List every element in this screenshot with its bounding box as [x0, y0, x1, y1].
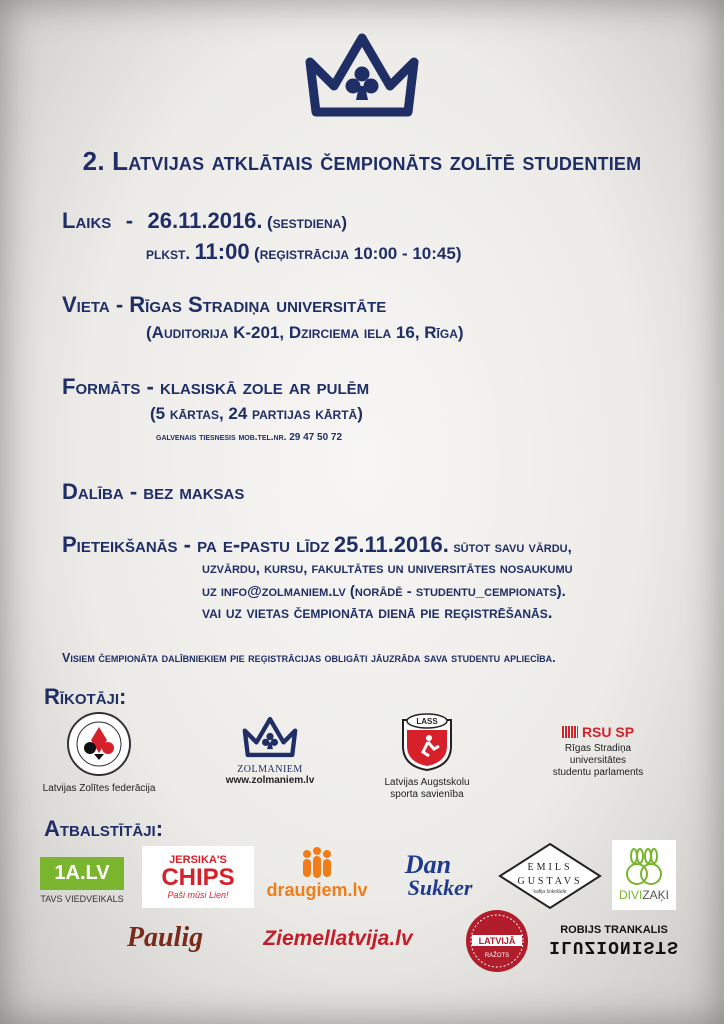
zolmaniem-brand: ZOLMANIEM: [237, 764, 303, 775]
bunnies-icon: [622, 848, 666, 888]
emils-tagline: kafija šokolāde: [533, 889, 567, 895]
formats-label: Formāts - klasiskā zole ar pulēm: [62, 374, 370, 399]
rsusp-caption-3: studentu parlaments: [552, 767, 644, 778]
sponsor-divi-zaki: [612, 840, 676, 910]
zolmaniem-crown-icon: [240, 715, 300, 759]
student-id-notice: Visiem čempionāta dalībniekiem pie reģistrācijas obligāti jāuzrāda sava studentu apliecība.: [62, 651, 556, 665]
latvija-razots-badge-icon: [464, 908, 530, 974]
sponsor-paulig: [110, 918, 220, 958]
formats-detail: (5 kārtas, 24 partijas kārtā): [150, 404, 363, 423]
sponsor-1alv: [40, 852, 124, 908]
pieteiksanas-row: [62, 532, 572, 558]
page-title: 2. Latvijas atklātais čempionāts zolītē studentiem: [82, 146, 642, 176]
plkst-label: plkst.: [146, 244, 191, 263]
ziemellatvija-text: Ziemellatvija.lv: [263, 927, 413, 950]
iluzionists-text: ILUZIONISTS: [549, 936, 679, 956]
pieteiksanas-line2: uzvārdu, kursu, fakultātes un universitātes nosaukumu: [202, 560, 573, 577]
draugiem-text: draugiem.lv: [266, 879, 368, 900]
pieteiksanas-date: 25.11.2016.: [333, 532, 449, 557]
registration-time: (reģistrācija 10:00 - 10:45): [254, 244, 462, 263]
jersikas-chips: CHIPS: [161, 864, 235, 891]
sponsor-ziemellatvija: [250, 920, 426, 958]
rsusp-caption-2: universitātes: [569, 755, 627, 766]
sponsor-iluzionists: [549, 918, 679, 962]
sponsor-1alv-tagline: TAVS VIEDVEIKALS: [40, 893, 124, 904]
rsusp-caption-1: Rīgas Stradiņa: [564, 743, 632, 754]
paulig-text: Paulig: [126, 922, 204, 953]
lzf-caption: Latvijas Zolītes federācija: [42, 783, 156, 794]
start-time: 11:00: [194, 239, 250, 264]
divi-zaki-text: [619, 888, 669, 902]
pieteiksanas-line4: vai uz vietas čempionāta dienā pie reģistrēšanās.: [202, 603, 553, 622]
lzf-emblem-icon: [65, 710, 133, 778]
jersikas-top: JERSIKA'S: [169, 854, 227, 866]
divi-text: DIVI: [618, 888, 643, 902]
zolmaniem-caption: www.zolmaniem.lv: [225, 775, 315, 786]
latvija-text: LATVIJĀ: [478, 936, 516, 946]
sponsor-draugiem: [262, 840, 372, 906]
lass-caption-1: Latvijas Augstskolu: [384, 777, 470, 788]
laiks-label: Laiks: [62, 208, 112, 233]
laiks-row: [62, 208, 347, 234]
sponsor-latvija-razots: [462, 906, 532, 976]
rsu-stripes-icon: [562, 726, 578, 738]
sponsor-jersikas: [142, 846, 254, 908]
pieteiksanas-line3: uz info@zolmaniem.lv (norādē - studentu_cempionats).: [202, 583, 566, 600]
pieteiksanas-line1: sūtot savu vārdu,: [453, 539, 572, 556]
referee-phone: galvenais tiesnesis mob.tel.nr. 29 47 50 72: [156, 432, 343, 443]
organizer-rsusp: [528, 724, 668, 779]
sponsor-emils-gustavs: [496, 840, 604, 912]
laiks-date: 26.11.2016.: [147, 208, 263, 233]
daliba-label: Dalība - bez maksas: [62, 479, 245, 504]
crown-club-icon: [300, 30, 424, 120]
vieta-label: Vieta - Rīgas Stradiņa universitāte: [62, 292, 387, 317]
organizer-lzf: [24, 710, 174, 795]
lass-text: LASS: [416, 717, 438, 726]
jersikas-slogan: Paši mūsi Lien!: [167, 890, 229, 900]
emils-gustavs-logo-icon: [496, 840, 604, 912]
time-row: [146, 239, 462, 265]
lass-caption-2: sporta savienība: [390, 789, 464, 800]
vieta-address: (Auditorija K-201, Dzirciema iela 16, Rīga): [146, 323, 464, 342]
sponsors-heading: Atbalstītāji:: [44, 816, 164, 841]
organizer-zolmaniem: [200, 715, 340, 787]
razots-text: RAŽOTS: [484, 953, 510, 959]
gustavs-text: GUSTAVS: [517, 876, 583, 887]
dansukker-sukker: Sukker: [407, 875, 473, 900]
organizers-heading: Rīkotāji:: [44, 684, 127, 709]
laiks-sep: -: [125, 208, 134, 233]
rsusp-brand: RSU SP: [581, 724, 635, 740]
laiks-day: (sestdiena): [266, 213, 347, 232]
emils-text: EMILS: [527, 862, 573, 873]
dansukker-dan: Dan: [404, 850, 452, 879]
organizer-lass: [362, 712, 492, 801]
draugiem-people-icon: [297, 846, 337, 880]
robijs-trankalis: ROBIJS TRANKALIS: [560, 924, 668, 936]
pieteiksanas-label: Pieteikšanās - pa e-pastu līdz: [62, 532, 330, 557]
sponsor-dansukker: [378, 846, 478, 906]
lass-shield-icon: [399, 712, 455, 772]
sponsor-1alv-logo: 1A.LV: [40, 857, 124, 890]
rsusp-brand-row: [528, 724, 668, 740]
zaki-text: ZAĶI: [642, 888, 669, 902]
